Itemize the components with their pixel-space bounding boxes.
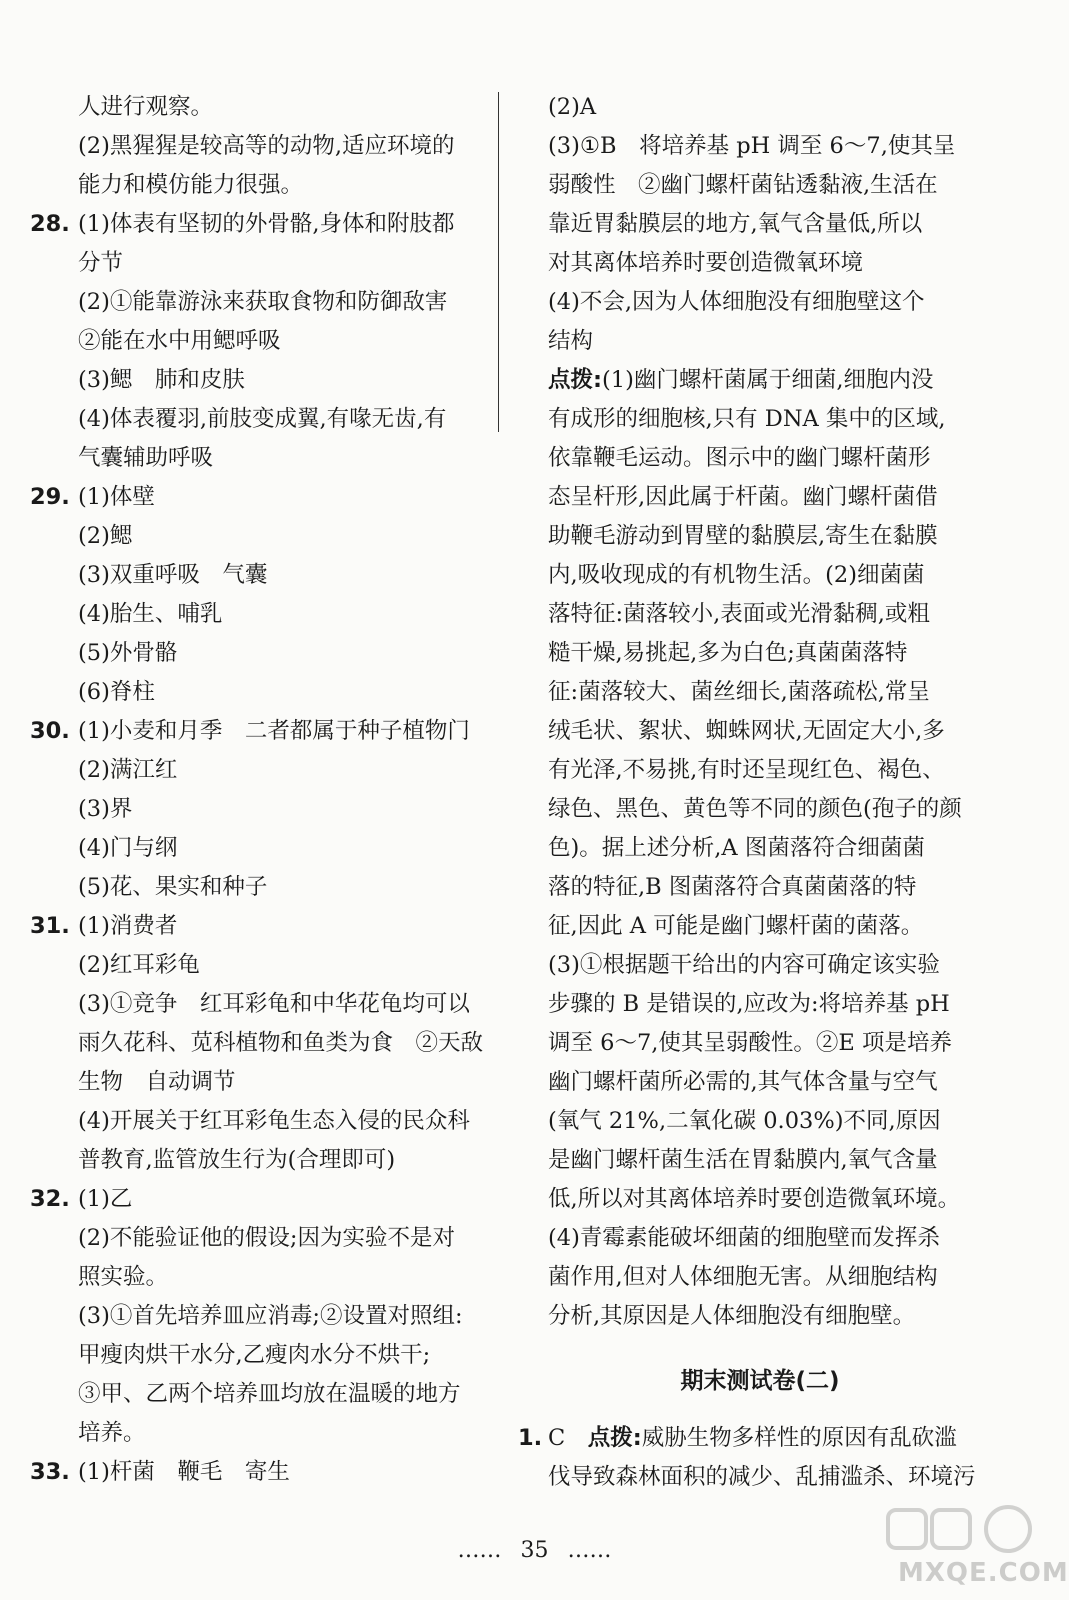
text-line: (4)门与纲 — [78, 835, 178, 861]
text-line: (2)红耳彩龟 — [78, 952, 200, 978]
question-number: 32. — [30, 1186, 70, 1212]
text-line: 弱酸性 ②幽门螺杆菌钻透黏液,生活在 — [548, 172, 938, 198]
text-line: (2)满江红 — [78, 757, 178, 783]
text-line: (3)①竞争 红耳彩龟和中华花龟均可以 — [78, 991, 470, 1017]
text-line: 绿色、黑色、黄色等不同的颜色(孢子的颜 — [548, 796, 962, 822]
text-line: (1)幽门螺杆菌属于细菌,细胞内没 — [602, 367, 934, 393]
question-number: 30. — [30, 718, 70, 744]
text-line: 有光泽,不易挑,有时还呈现红色、褐色、 — [548, 757, 945, 783]
left-column — [30, 88, 500, 1492]
text-line: 气囊辅助呼吸 — [78, 445, 214, 471]
question-1 — [518, 1419, 980, 1458]
text-line: 生物 自动调节 — [78, 1069, 236, 1095]
text-line: (1)杆菌 鞭毛 寄生 — [78, 1459, 290, 1485]
text-line: 有成形的细胞核,只有 DNA 集中的区域, — [548, 406, 946, 432]
text-line: 能力和模仿能力很强。 — [78, 172, 304, 198]
text-line: (4)胎生、哺乳 — [78, 601, 223, 627]
text-line: 态呈杆形,因此属于杆菌。幽门螺杆菌借 — [548, 484, 938, 510]
text-line: (2)不能验证他的假设;因为实验不是对 — [78, 1225, 455, 1251]
watermark-logo — [880, 1500, 1069, 1595]
watermark-icon — [880, 1500, 1055, 1560]
text-line: 雨久花科、苋科植物和鱼类为食 ②天敌 — [78, 1030, 484, 1056]
text-line: 绒毛状、絮状、蜘蛛网状,无固定大小,多 — [548, 718, 945, 744]
text-line: (1)乙 — [78, 1186, 133, 1212]
text-line: (3)双重呼吸 气囊 — [78, 562, 268, 588]
question-28 — [30, 205, 500, 244]
text-line: (2)黑猩猩是较高等的动物,适应环境的 — [78, 133, 455, 159]
text-line: (1)消费者 — [78, 913, 178, 939]
text-line: 菌作用,但对人体细胞无害。从细胞结构 — [548, 1264, 938, 1290]
text-line: 是幽门螺杆菌生活在胃黏膜内,氧气含量 — [548, 1147, 938, 1173]
section-title: 期末测试卷(二) — [680, 1368, 840, 1394]
text-line: 落特征:菌落较小,表面或光滑黏稠,或粗 — [548, 601, 930, 627]
question-number: 29. — [30, 484, 70, 510]
text-line: 依靠鞭毛运动。图示中的幽门螺杆菌形 — [548, 445, 931, 471]
text-line: 色)。据上述分析,A 图菌落符合细菌菌 — [548, 835, 925, 861]
text-line: 糙干燥,易挑起,多为白色;真菌菌落特 — [548, 640, 908, 666]
text-line: (氧气 21%,二氧化碳 0.03%)不同,原因 — [548, 1108, 941, 1134]
question-number: 31. — [30, 913, 70, 939]
text-line: 调至 6～7,使其呈弱酸性。②E 项是培养 — [548, 1030, 953, 1056]
text-line: (2)鳃 — [78, 523, 133, 549]
text-line: (3)鳃 肺和皮肤 — [78, 367, 245, 393]
text-line: (1)体表有坚韧的外骨骼,身体和附肢都 — [78, 211, 455, 237]
text-line: (3)①首先培养皿应消毒;②设置对照组: — [78, 1303, 463, 1329]
text-line: 威胁生物多样性的原因有乱砍滥 — [641, 1425, 957, 1451]
text-line: (3)①根据题干给出的内容可确定该实验 — [548, 952, 940, 978]
text-line: 对其离体培养时要创造微氧环境 — [548, 250, 864, 276]
hint-line — [540, 361, 980, 400]
question-29 — [30, 478, 500, 517]
question-30 — [30, 712, 500, 751]
right-column — [518, 88, 980, 1497]
text-line: (4)体表覆羽,前肢变成翼,有喙无齿,有 — [78, 406, 447, 432]
text-line: (5)外骨骼 — [78, 640, 178, 666]
footer-dots: …… — [567, 1538, 612, 1563]
text-line: 步骤的 B 是错误的,应改为:将培养基 pH — [548, 991, 950, 1017]
question-number: 1. — [518, 1425, 543, 1451]
text-line: (4)青霉素能破坏细菌的细胞壁而发挥杀 — [548, 1225, 940, 1251]
text-line: 伐导致森林面积的减少、乱捕滥杀、环境污 — [548, 1464, 976, 1490]
text-line: (2)A — [548, 94, 597, 120]
text-line: (3)界 — [78, 796, 133, 822]
text-line: ②能在水中用鳃呼吸 — [78, 328, 281, 354]
text-line: 人进行观察。 — [78, 94, 214, 120]
hint-label: 点拨: — [587, 1425, 642, 1451]
text-line: (3)①B 将培养基 pH 调至 6～7,使其呈 — [548, 133, 956, 159]
question-33 — [30, 1453, 500, 1492]
text-line: 落的特征,B 图菌落符合真菌菌落的特 — [548, 874, 917, 900]
text-line: 分节 — [78, 250, 124, 276]
answer-letter: C — [548, 1425, 588, 1451]
text-line: 助鞭毛游动到胃壁的黏膜层,寄生在黏膜 — [548, 523, 938, 549]
text-line: (6)脊柱 — [78, 679, 155, 705]
text-line: 低,所以对其离体培养时要创造微氧环境。 — [548, 1186, 961, 1212]
text-line: (1)小麦和月季 二者都属于种子植物门 — [78, 718, 470, 744]
hint-label: 点拨: — [548, 367, 602, 393]
question-number: 28. — [30, 211, 70, 237]
footer-dots: …… — [457, 1538, 502, 1563]
text-line: 靠近胃黏膜层的地方,氧气含量低,所以 — [548, 211, 923, 237]
text-line: (4)开展关于红耳彩龟生态入侵的民众科 — [78, 1108, 470, 1134]
text-line: ③甲、乙两个培养皿均放在温暖的地方 — [78, 1381, 461, 1407]
text-line: (4)不会,因为人体细胞没有细胞壁这个 — [548, 289, 925, 315]
text-line: 分析,其原因是人体细胞没有细胞壁。 — [548, 1303, 916, 1329]
text-line: 普教育,监管放生行为(合理即可) — [78, 1147, 396, 1173]
text-line: 内,吸收现成的有机物生活。(2)细菌菌 — [548, 562, 925, 588]
text-line: 结构 — [548, 328, 594, 354]
text-line: 甲瘦肉烘干水分,乙瘦肉水分不烘干; — [78, 1342, 431, 1368]
text-line: 征:菌落较大、菌丝细长,菌落疏松,常呈 — [548, 679, 930, 705]
text-line: 幽门螺杆菌所必需的,其气体含量与空气 — [548, 1069, 938, 1095]
text-line: 照实验。 — [78, 1264, 169, 1290]
watermark-text: MXQE.COM — [898, 1558, 1069, 1588]
text-line: (5)花、果实和种子 — [78, 874, 268, 900]
text-line: (2)①能靠游泳来获取食物和防御敌害 — [78, 289, 448, 315]
question-number: 33. — [30, 1459, 70, 1485]
text-line: 培养。 — [78, 1420, 146, 1446]
question-32 — [30, 1180, 500, 1219]
page-number: 35 — [520, 1538, 549, 1563]
text-line: 征,因此 A 可能是幽门螺杆菌的菌落。 — [548, 913, 924, 939]
question-31 — [30, 907, 500, 946]
text-line: (1)体壁 — [78, 484, 155, 510]
